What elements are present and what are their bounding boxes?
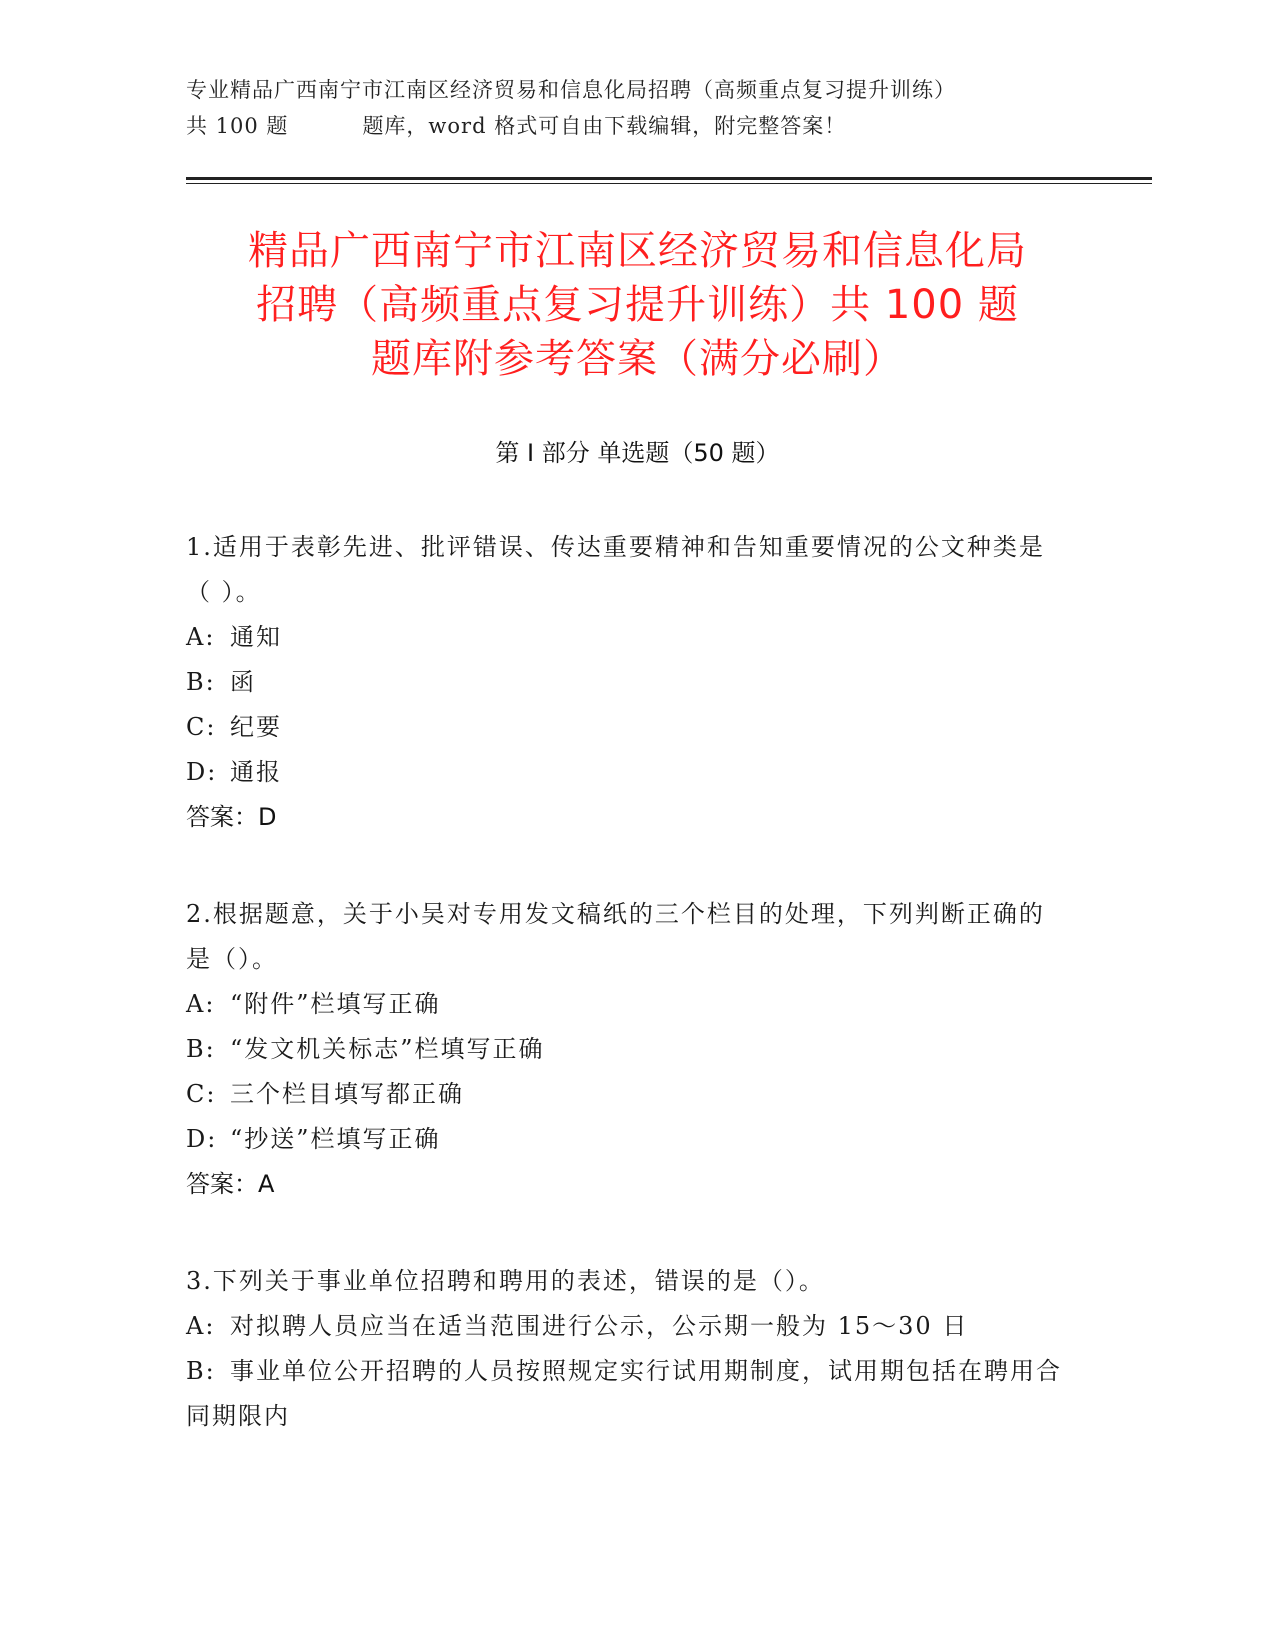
option-text: 事业单位公开招聘的人员按照规定实行试用期制度，试用期包括在聘用合同期限内 <box>186 1357 1062 1430</box>
question-1 <box>186 525 1066 840</box>
option-letter: A: <box>186 990 216 1018</box>
question-2 <box>186 892 1066 1207</box>
page-header <box>186 72 1086 144</box>
option-text: 通知 <box>230 623 282 651</box>
option-text: 通报 <box>230 758 282 786</box>
section-title: 第 I 部分 单选题（50 题） <box>495 439 780 467</box>
title-line-3: 题库附参考答案（满分必刷） <box>371 336 904 382</box>
option-letter: B: <box>186 1357 216 1385</box>
option-d <box>186 750 1066 795</box>
question-text: 1.适用于表彰先进、批评错误、传达重要精神和告知重要情况的公文种类是（ ）。 <box>186 533 1045 606</box>
answer: 答案：A <box>186 1170 275 1198</box>
option-a <box>186 982 1066 1027</box>
header-description: 题库，word 格式可自由下载编辑，附完整答案！ <box>362 114 847 138</box>
title-line-2: 招聘（高频重点复习提升训练）共 100 题 <box>256 282 1019 328</box>
header-question-count: 共 100 题 <box>186 114 289 138</box>
document-title <box>150 224 1125 386</box>
option-letter: B: <box>186 1035 216 1063</box>
option-letter: C: <box>186 1080 217 1108</box>
option-text: “发文机关标志”栏填写正确 <box>230 1035 545 1063</box>
answer: 答案：D <box>186 803 277 831</box>
header-line-2 <box>186 108 1086 144</box>
option-b <box>186 1027 1066 1072</box>
question-text: 3.下列关于事业单位招聘和聘用的表述，错误的是（）。 <box>186 1267 825 1295</box>
option-letter: B: <box>186 668 216 696</box>
question-3 <box>186 1259 1066 1439</box>
option-a <box>186 1304 1066 1349</box>
title-line-1: 精品广西南宁市江南区经济贸易和信息化局 <box>248 228 1027 274</box>
option-text: 对拟聘人员应当在适当范围进行公示，公示期一般为 15～30 日 <box>230 1312 969 1340</box>
option-b <box>186 660 1066 705</box>
option-c <box>186 705 1066 750</box>
header-divider-thick <box>186 177 1152 180</box>
option-letter: A: <box>186 623 216 651</box>
option-text: 三个栏目填写都正确 <box>230 1080 464 1108</box>
option-c <box>186 1072 1066 1117</box>
option-text: “附件”栏填写正确 <box>230 990 441 1018</box>
option-a <box>186 615 1066 660</box>
option-letter: D: <box>186 758 218 786</box>
option-b <box>186 1349 1066 1439</box>
question-text: 2.根据题意，关于小吴对专用发文稿纸的三个栏目的处理，下列判断正确的是（）。 <box>186 900 1045 973</box>
option-text: “抄送”栏填写正确 <box>230 1125 441 1153</box>
question-list <box>186 525 1066 1491</box>
option-letter: D: <box>186 1125 218 1153</box>
header-divider-thin <box>186 183 1152 184</box>
option-letter: C: <box>186 713 217 741</box>
option-text: 函 <box>230 668 256 696</box>
header-line-1: 专业精品广西南宁市江南区经济贸易和信息化局招聘（高频重点复习提升训练） <box>186 78 956 102</box>
option-letter: A: <box>186 1312 216 1340</box>
option-text: 纪要 <box>230 713 282 741</box>
option-d <box>186 1117 1066 1162</box>
